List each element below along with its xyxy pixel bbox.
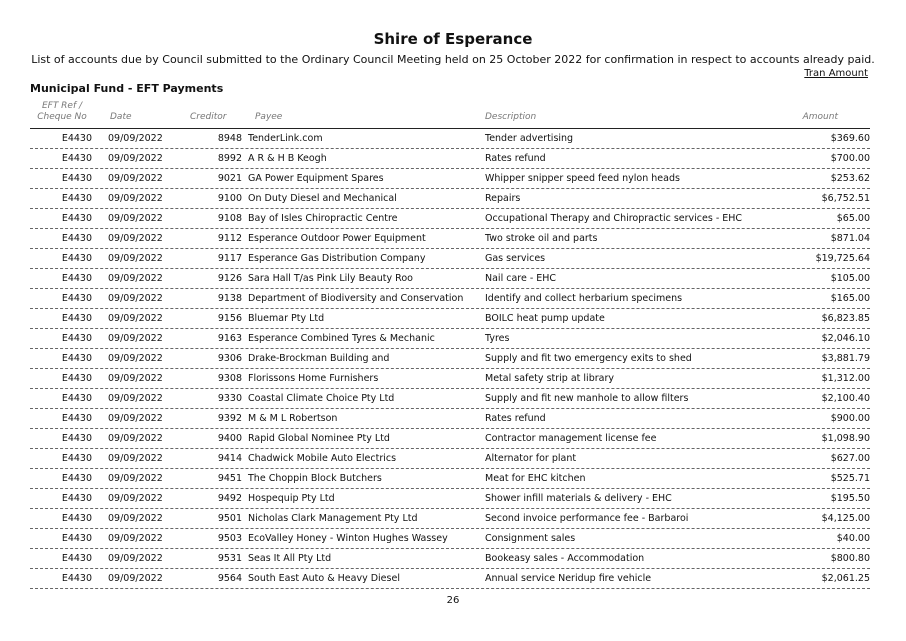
cell-amount: $700.00	[830, 153, 870, 164]
cell-amount: $65.00	[836, 213, 870, 224]
cell-description: Supply and fit two emergency exits to shed	[485, 353, 692, 364]
cell-date: 09/09/2022	[108, 473, 163, 484]
cell-description: Contractor management license fee	[485, 433, 657, 444]
cell-amount: $2,046.10	[821, 333, 870, 344]
section-title: Municipal Fund - EFT Payments	[30, 82, 224, 95]
cell-payee: Chadwick Mobile Auto Electrics	[248, 453, 397, 464]
cell-amount: $2,100.40	[821, 393, 870, 404]
cell-ref: E4430	[61, 413, 92, 424]
cell-payee: On Duty Diesel and Mechanical	[248, 193, 397, 204]
table-row	[30, 529, 870, 549]
cell-payee: A R & H B Keogh	[248, 153, 327, 164]
cell-date: 09/09/2022	[108, 233, 163, 244]
column-header-date: Date	[110, 112, 132, 122]
cell-payee: Esperance Gas Distribution Company	[248, 253, 426, 264]
cell-date: 09/09/2022	[108, 133, 163, 144]
cell-date: 09/09/2022	[108, 273, 163, 284]
cell-creditor: 9503	[217, 533, 242, 544]
cell-ref: E4430	[61, 313, 92, 324]
column-header-ref	[34, 101, 90, 123]
cell-amount: $627.00	[830, 453, 870, 464]
cell-amount: $40.00	[836, 533, 870, 544]
page-title: Shire of Esperance	[373, 30, 533, 48]
cell-date: 09/09/2022	[108, 433, 163, 444]
cell-payee: M & M L Robertson	[248, 413, 338, 424]
cell-creditor: 9112	[217, 233, 242, 244]
cell-creditor: 9306	[217, 353, 242, 364]
cell-amount: $253.62	[830, 173, 870, 184]
cell-date: 09/09/2022	[108, 253, 163, 264]
cell-ref: E4430	[61, 473, 92, 484]
column-header-ref-line2: Cheque No	[37, 112, 87, 122]
cell-payee: Sara Hall T/as Pink Lily Beauty Roo	[248, 273, 413, 284]
table-row	[30, 469, 870, 489]
cell-creditor: 9414	[217, 453, 242, 464]
table-row	[30, 509, 870, 529]
cell-ref: E4430	[61, 393, 92, 404]
cell-creditor: 9021	[217, 173, 242, 184]
column-header-creditor: Creditor	[190, 112, 227, 122]
cell-ref: E4430	[61, 573, 92, 584]
cell-creditor: 9492	[217, 493, 242, 504]
cell-description: Gas services	[485, 253, 546, 264]
cell-description: Tender advertising	[485, 133, 574, 144]
cell-description: Second invoice performance fee - Barbaroi	[485, 513, 689, 524]
cell-creditor: 9163	[217, 333, 242, 344]
cell-date: 09/09/2022	[108, 513, 163, 524]
cell-description: Annual service Neridup fire vehicle	[485, 573, 652, 584]
cell-description: Nail care - EHC	[485, 273, 557, 284]
column-header-row	[30, 101, 870, 129]
cell-amount: $4,125.00	[821, 513, 870, 524]
cell-date: 09/09/2022	[108, 453, 163, 464]
table-row	[30, 229, 870, 249]
table-row	[30, 429, 870, 449]
cell-description: Repairs	[485, 193, 521, 204]
column-header-payee: Payee	[255, 112, 283, 122]
cell-payee: Bluemar Pty Ltd	[248, 313, 325, 324]
cell-ref: E4430	[61, 533, 92, 544]
cell-ref: E4430	[61, 273, 92, 284]
cell-ref: E4430	[61, 453, 92, 464]
cell-payee: The Choppin Block Butchers	[248, 473, 382, 484]
cell-ref: E4430	[61, 193, 92, 204]
cell-payee: EcoValley Honey - Winton Hughes Wassey	[248, 533, 448, 544]
cell-date: 09/09/2022	[108, 533, 163, 544]
cell-ref: E4430	[61, 173, 92, 184]
cell-creditor: 9400	[217, 433, 242, 444]
cell-payee: South East Auto & Heavy Diesel	[248, 573, 400, 584]
cell-description: Rates refund	[485, 153, 546, 164]
cell-amount: $900.00	[830, 413, 870, 424]
cell-ref: E4430	[61, 293, 92, 304]
table-row	[30, 349, 870, 369]
table-row	[30, 189, 870, 209]
cell-description: Two stroke oil and parts	[485, 233, 598, 244]
cell-amount: $369.60	[830, 133, 870, 144]
cell-payee: Hospequip Pty Ltd	[248, 493, 335, 504]
cell-amount: $525.71	[830, 473, 870, 484]
cell-description: Metal safety strip at library	[485, 373, 614, 384]
table-row	[30, 449, 870, 469]
cell-payee: Nicholas Clark Management Pty Ltd	[248, 513, 418, 524]
cell-creditor: 9330	[217, 393, 242, 404]
cell-amount: $165.00	[830, 293, 870, 304]
cell-creditor: 9501	[217, 513, 242, 524]
cell-creditor: 9564	[217, 573, 242, 584]
cell-description: Consignment sales	[485, 533, 576, 544]
cell-amount: $105.00	[830, 273, 870, 284]
cell-description: Bookeasy sales - Accommodation	[485, 553, 645, 564]
table-row	[30, 129, 870, 149]
table-row	[30, 149, 870, 169]
cell-amount: $2,061.25	[821, 573, 870, 584]
cell-payee: Esperance Outdoor Power Equipment	[248, 233, 426, 244]
table-row	[30, 389, 870, 409]
cell-date: 09/09/2022	[108, 353, 163, 364]
cell-date: 09/09/2022	[108, 373, 163, 384]
cell-payee: Esperance Combined Tyres & Mechanic	[248, 333, 435, 344]
cell-description: BOILC heat pump update	[485, 313, 605, 324]
column-header-amount: Amount	[802, 112, 838, 122]
cell-description: Supply and fit new manhole to allow filters	[485, 393, 689, 404]
page-subtitle: List of accounts due by Council submitted to the Ordinary Council Meeting held on 25 October 2022 for confirmation in respect to accounts already paid.	[31, 53, 875, 66]
table-row	[30, 329, 870, 349]
cell-payee: Department of Biodiversity and Conservation	[248, 293, 464, 304]
table-row	[30, 549, 870, 569]
page-number: 26	[446, 595, 460, 606]
cell-creditor: 9308	[217, 373, 242, 384]
cell-ref: E4430	[61, 333, 92, 344]
cell-payee: TenderLink.com	[248, 133, 323, 144]
table-row	[30, 289, 870, 309]
cell-description: Occupational Therapy and Chiropractic services - EHC	[485, 213, 743, 224]
cell-amount: $1,098.90	[821, 433, 870, 444]
cell-date: 09/09/2022	[108, 393, 163, 404]
cell-payee: Seas It All Pty Ltd	[248, 553, 332, 564]
cell-ref: E4430	[61, 253, 92, 264]
cell-description: Rates refund	[485, 413, 546, 424]
payments-table	[30, 129, 870, 589]
cell-description: Tyres	[485, 333, 510, 344]
tran-amount-label: Tran Amount	[804, 68, 868, 79]
cell-payee: Bay of Isles Chiropractic Centre	[248, 213, 398, 224]
cell-creditor: 9100	[217, 193, 242, 204]
cell-amount: $800.80	[830, 553, 870, 564]
cell-amount: $195.50	[830, 493, 870, 504]
cell-description: Identify and collect herbarium specimens	[485, 293, 683, 304]
cell-creditor: 9138	[217, 293, 242, 304]
cell-creditor: 9117	[217, 253, 242, 264]
cell-creditor: 9126	[217, 273, 242, 284]
cell-amount: $19,725.64	[815, 253, 870, 264]
cell-description: Whipper snipper speed feed nylon heads	[485, 173, 680, 184]
column-header-ref-line1: EFT Ref /	[41, 101, 83, 111]
cell-date: 09/09/2022	[108, 573, 163, 584]
table-row	[30, 369, 870, 389]
cell-date: 09/09/2022	[108, 293, 163, 304]
cell-date: 09/09/2022	[108, 153, 163, 164]
cell-payee: GA Power Equipment Spares	[248, 173, 384, 184]
cell-creditor: 9531	[217, 553, 242, 564]
cell-ref: E4430	[61, 213, 92, 224]
cell-payee: Rapid Global Nominee Pty Ltd	[248, 433, 390, 444]
cell-amount: $1,312.00	[821, 373, 870, 384]
cell-amount: $871.04	[830, 233, 870, 244]
table-row	[30, 489, 870, 509]
cell-payee: Drake-Brockman Building and	[248, 353, 390, 364]
cell-description: Shower infill materials & delivery - EHC	[485, 493, 672, 504]
cell-date: 09/09/2022	[108, 553, 163, 564]
cell-date: 09/09/2022	[108, 213, 163, 224]
cell-date: 09/09/2022	[108, 493, 163, 504]
cell-creditor: 8948	[217, 133, 242, 144]
cell-date: 09/09/2022	[108, 333, 163, 344]
table-row	[30, 569, 870, 589]
cell-ref: E4430	[61, 433, 92, 444]
cell-date: 09/09/2022	[108, 173, 163, 184]
cell-payee: Coastal Climate Choice Pty Ltd	[248, 393, 395, 404]
cell-ref: E4430	[61, 153, 92, 164]
table-row	[30, 269, 870, 289]
cell-date: 09/09/2022	[108, 413, 163, 424]
cell-ref: E4430	[61, 373, 92, 384]
cell-creditor: 8992	[217, 153, 242, 164]
table-row	[30, 209, 870, 229]
cell-ref: E4430	[61, 493, 92, 504]
cell-ref: E4430	[61, 513, 92, 524]
table-row	[30, 409, 870, 429]
cell-description: Alternator for plant	[485, 453, 577, 464]
cell-amount: $3,881.79	[821, 353, 870, 364]
cell-creditor: 9108	[217, 213, 242, 224]
cell-date: 09/09/2022	[108, 193, 163, 204]
cell-creditor: 9451	[217, 473, 242, 484]
cell-ref: E4430	[61, 133, 92, 144]
cell-amount: $6,752.51	[821, 193, 870, 204]
cell-amount: $6,823.85	[821, 313, 870, 324]
cell-creditor: 9392	[217, 413, 242, 424]
column-header-description: Description	[485, 112, 537, 122]
cell-ref: E4430	[61, 553, 92, 564]
table-row	[30, 169, 870, 189]
cell-date: 09/09/2022	[108, 313, 163, 324]
cell-ref: E4430	[61, 353, 92, 364]
cell-description: Meat for EHC kitchen	[485, 473, 586, 484]
cell-ref: E4430	[61, 233, 92, 244]
table-row	[30, 309, 870, 329]
cell-creditor: 9156	[217, 313, 242, 324]
table-row	[30, 249, 870, 269]
cell-payee: Florissons Home Furnishers	[248, 373, 379, 384]
